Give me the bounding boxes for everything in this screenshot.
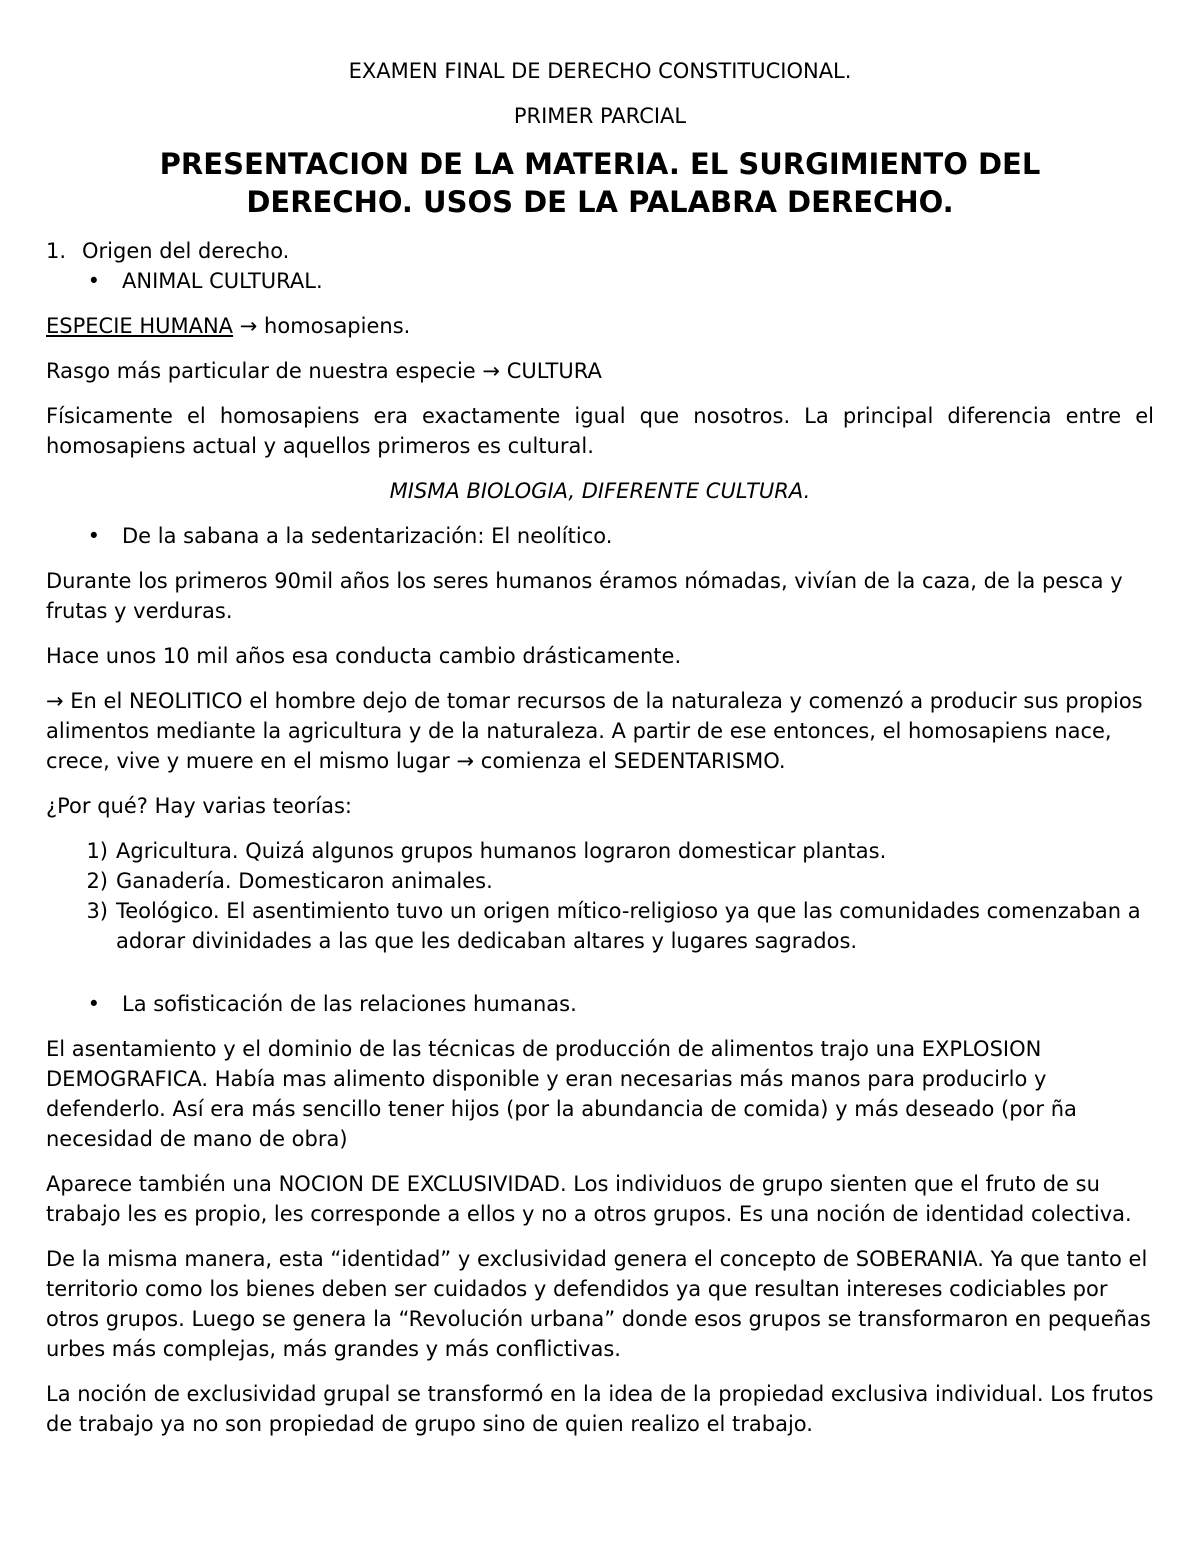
- document-title: [46, 145, 1154, 221]
- durante-paragraph: Durante los primeros 90mil años los seres humanos éramos nómadas, vivían de la caza, de la pesca y frutas y verduras.: [46, 569, 1123, 623]
- theories-list: [46, 836, 1154, 956]
- arrow-icon: →: [456, 749, 475, 773]
- neolitico-paragraph: [46, 686, 1154, 776]
- list-item: [46, 896, 1154, 956]
- bullet-list: [46, 521, 1154, 551]
- list-number: 2): [86, 869, 108, 893]
- misma-biologia-line: MISMA BIOLOGIA, DIFERENTE CULTURA.: [389, 479, 811, 503]
- especie-paragraph: [46, 311, 1154, 341]
- section-heading: [46, 236, 1154, 266]
- bullet-list: [46, 989, 1154, 1019]
- list-item: [46, 521, 1154, 551]
- section-title: Origen del derecho.: [82, 239, 290, 263]
- por-que-paragraph: ¿Por qué? Hay varias teorías:: [46, 794, 352, 818]
- bullet-list: [46, 266, 1154, 296]
- bullet-icon: •: [87, 992, 100, 1016]
- arrow-icon: →: [46, 689, 64, 713]
- exam-header: EXAMEN FINAL DE DERECHO CONSTITUCIONAL.: [348, 59, 852, 83]
- exam-subheader: PRIMER PARCIAL: [513, 104, 687, 128]
- list-text: Teológico. El asentimiento tuvo un origen mítico-religioso ya que las comunidades comenzaban a adorar divinidades a las que les dedicaban altares y lugares sagrados.: [116, 899, 1141, 953]
- list-item: [46, 836, 1154, 866]
- list-number: 3): [86, 899, 108, 923]
- list-number: 1): [86, 839, 108, 863]
- list-text: Ganadería. Domesticaron animales.: [116, 869, 493, 893]
- title-line-2: DERECHO. USOS DE LA PALABRA DERECHO.: [246, 185, 954, 219]
- neolitico-text-2: comienza el SEDENTARISMO.: [474, 749, 786, 773]
- title-line-1: PRESENTACION DE LA MATERIA. EL SURGIMIENTO DEL: [159, 147, 1041, 181]
- aparece-paragraph: Aparece también una NOCION DE EXCLUSIVIDAD. Los individuos de grupo sienten que el fruto de su trabajo les es propio, les corresponde a ellos y no a otros grupos. Es una noción de identidad colectiva.: [46, 1172, 1132, 1226]
- hace-unos-paragraph: Hace unos 10 mil años esa conducta cambio drásticamente.: [46, 644, 682, 668]
- rasgo-text: Rasgo más particular de nuestra especie: [46, 359, 483, 383]
- arrow-icon: →: [482, 359, 501, 383]
- fisicamente-paragraph: Físicamente el homosapiens era exactamente igual que nosotros. La principal diferencia entre el homosapiens actual y aquellos primeros es cultural.: [46, 404, 1154, 458]
- section-1: [46, 236, 1154, 296]
- list-item: [46, 866, 1154, 896]
- misma-manera-paragraph: De la misma manera, esta “identidad” y exclusividad genera el concepto de SOBERANIA. Ya que tanto el territorio como los bienes deben ser cuidados y defendidos ya que resultan intereses codiciables por otros grupos. Luego se genera la “Revolución urbana” donde esos grupos se transformaron en pequeñas urbes más complejas, más grandes y más conflictivas.: [46, 1247, 1151, 1361]
- bullet-icon: •: [87, 524, 100, 548]
- list-text: Agricultura. Quizá algunos grupos humanos lograron domesticar plantas.: [116, 839, 887, 863]
- list-item: [46, 266, 1154, 296]
- especie-label: ESPECIE HUMANA: [46, 314, 234, 338]
- bullet-text: La sofisticación de las relaciones humanas.: [122, 992, 577, 1016]
- bullet-text: De la sabana a la sedentarización: El neolítico.: [122, 524, 613, 548]
- rasgo-paragraph: [46, 356, 1154, 386]
- asentamiento-paragraph: El asentamiento y el dominio de las técnicas de producción de alimentos trajo una EXPLOSION DEMOGRAFICA. Había mas alimento disponible y eran necesarias más manos para producirlo y defenderlo. Así era más sencillo tener hijos (por la abundancia de comida) y más deseado (por ña necesidad de mano de obra): [46, 1037, 1077, 1151]
- section-number: 1.: [46, 239, 67, 263]
- list-item: [46, 989, 1154, 1019]
- nocion-paragraph: La noción de exclusividad grupal se transformó en la idea de la propiedad exclusiva individual. Los frutos de trabajo ya no son propiedad de grupo sino de quien realizo el trabajo.: [46, 1382, 1154, 1436]
- bullet-icon: •: [87, 269, 100, 293]
- bullet-text: ANIMAL CULTURAL.: [122, 269, 323, 293]
- especie-text: homosapiens.: [257, 314, 411, 338]
- neolitico-text-1: En el NEOLITICO el hombre dejo de tomar recursos de la naturaleza y comenzó a producir sus propios alimentos mediante la agricultura y de la naturaleza. A partir de ese entonces, el homosapiens nace, crece, vive y muere en el mismo lugar: [46, 689, 1143, 773]
- rasgo-value: CULTURA: [500, 359, 602, 383]
- arrow-icon: →: [239, 314, 258, 338]
